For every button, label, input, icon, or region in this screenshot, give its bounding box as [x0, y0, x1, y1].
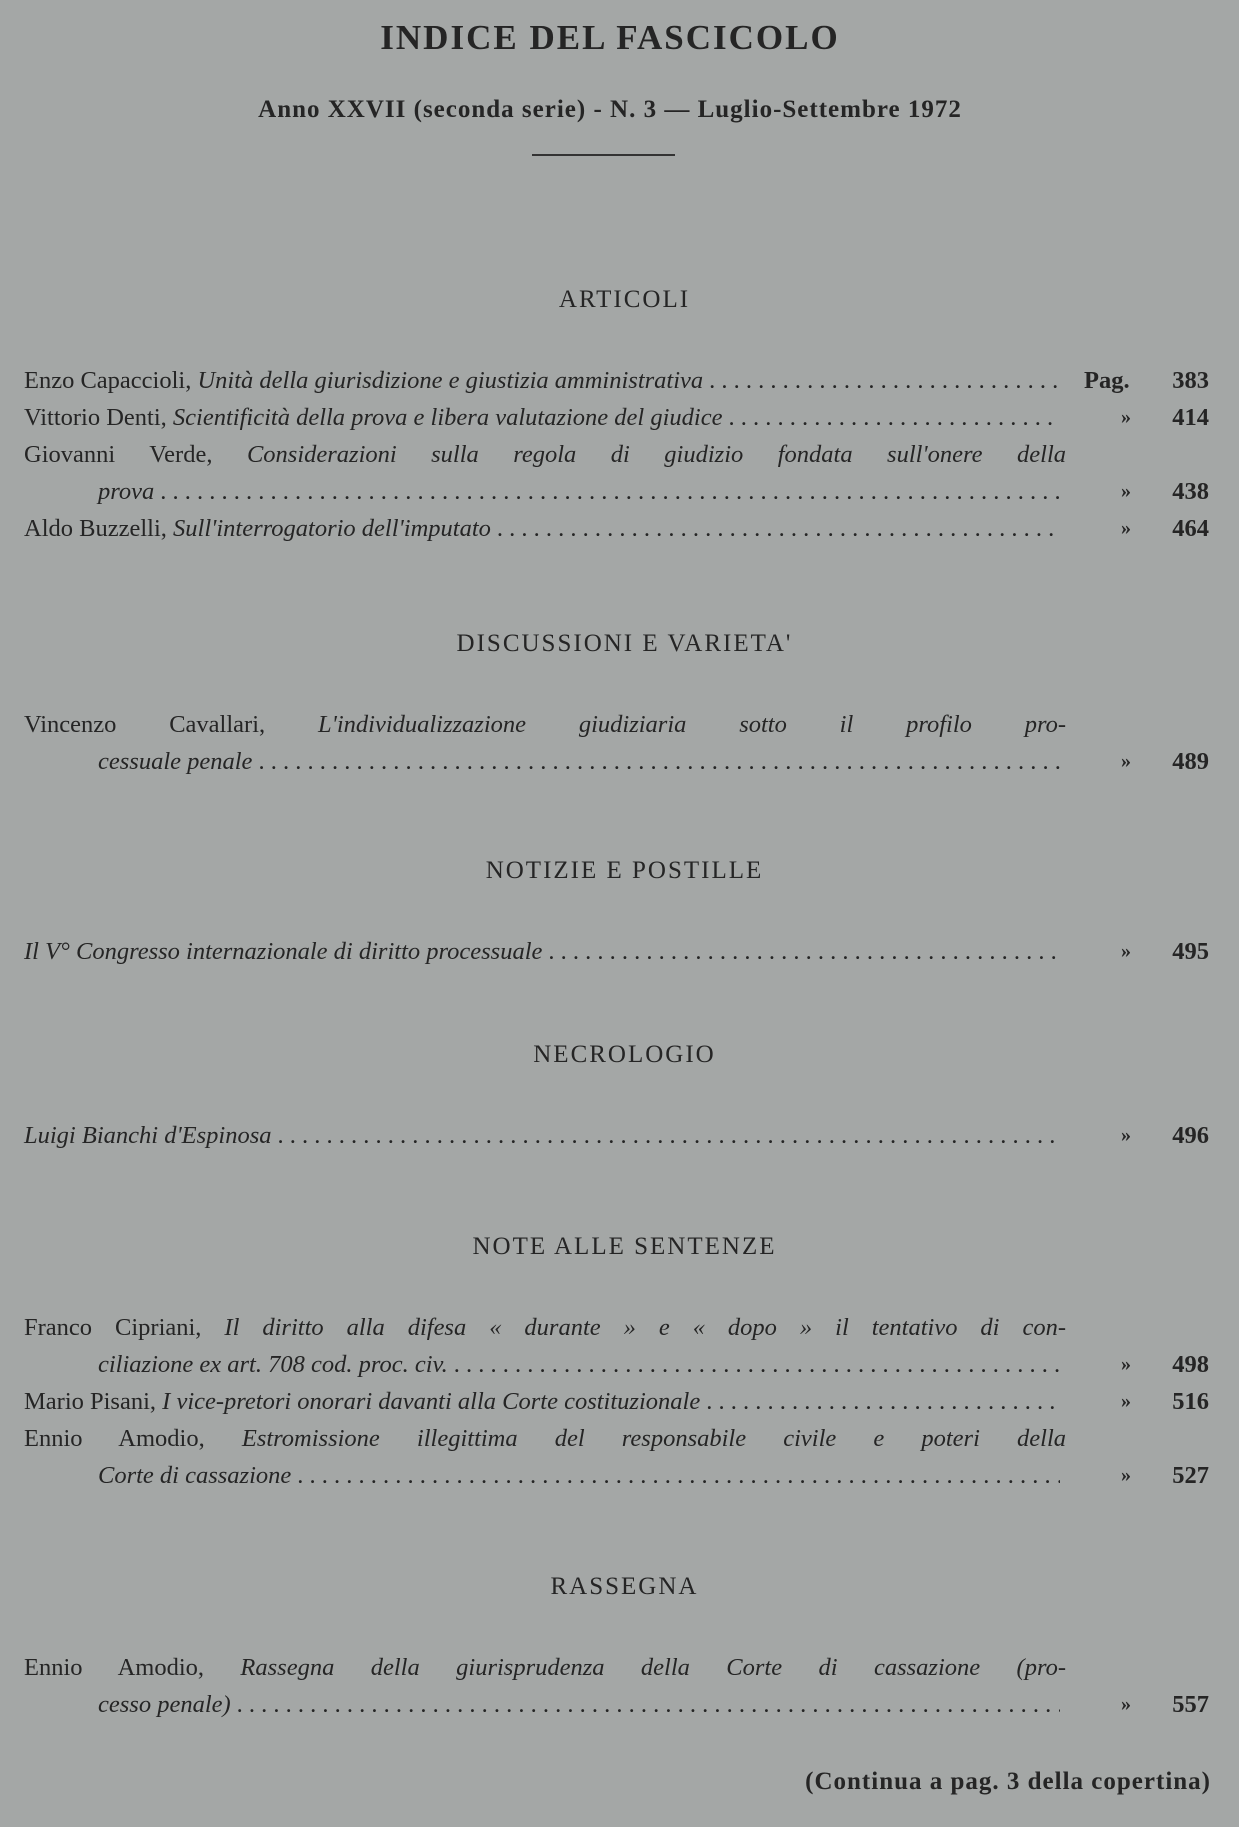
entry-author: Franco Cipriani, — [24, 1314, 202, 1341]
toc-entry[interactable] — [24, 1649, 1209, 1723]
section-heading: NOTE ALLE SENTENZE — [472, 1233, 777, 1260]
page-number: 495 — [1172, 938, 1209, 965]
dot-leader — [548, 933, 1060, 970]
page-marker: » — [1121, 517, 1131, 539]
entry-title: Luigi Bianchi d'Espinosa — [24, 1122, 272, 1149]
continuation-note: (Continua a pag. 3 della copertina) — [805, 1768, 1211, 1795]
page-marker: Pag. — [1084, 367, 1130, 394]
toc-entry[interactable] — [24, 1420, 1209, 1494]
entry-title: Rassegna della giurisprudenza della Corte di cassazione (pro- — [240, 1654, 1066, 1681]
page-marker: » — [1121, 750, 1131, 772]
page-marker: » — [1121, 480, 1131, 502]
entry-title: Il V° Congresso internazionale di diritto processuale — [24, 938, 543, 965]
page-marker: » — [1121, 1124, 1131, 1146]
issue-subtitle: Anno XXVII (seconda serie) - N. 3 — Luglio-Settembre 1972 — [258, 96, 962, 123]
entry-title-continued: Corte di cassazione — [98, 1462, 292, 1489]
section-heading: ARTICOLI — [558, 286, 691, 313]
section-3 — [0, 1041, 1239, 1149]
entry-author: Mario Pisani, — [24, 1388, 157, 1415]
toc-entry[interactable] — [24, 436, 1209, 510]
page-marker: » — [1121, 1464, 1131, 1486]
page-marker: » — [1121, 1693, 1131, 1715]
dot-leader — [297, 1457, 1060, 1494]
dot-leader — [497, 510, 1060, 547]
entry-title: Estromissione illegittima del responsabile civile e poteri della — [241, 1425, 1066, 1452]
toc-entry[interactable] — [24, 399, 1209, 436]
entry-title: L'individualizzazione giudiziaria sotto il profilo pro- — [317, 711, 1067, 738]
entry-title: Unità della giurisdizione e giustizia amministrativa — [197, 367, 704, 394]
entry-author: Aldo Buzzelli, — [24, 515, 167, 542]
toc-entry[interactable] — [24, 1117, 1209, 1154]
page-number: 557 — [1172, 1691, 1209, 1718]
entry-author: Vincenzo Cavallari, — [24, 711, 266, 738]
entry-author: Giovanni Verde, — [24, 441, 213, 468]
dot-leader — [278, 1117, 1060, 1154]
toc-entry[interactable] — [24, 933, 1209, 970]
page-number: 438 — [1172, 478, 1209, 505]
dot-leader — [706, 1383, 1060, 1420]
entry-title: Considerazioni sulla regola di giudizio fondata sull'onere della — [246, 441, 1067, 468]
entry-author: Vittorio Denti, — [24, 404, 167, 431]
entry-author: Ennio Amodio, — [24, 1425, 205, 1452]
entry-title: Scientificità della prova e libera valutazione del giudice — [172, 404, 723, 431]
entry-title: I vice-pretori onorari davanti alla Corte costituzionale — [162, 1388, 701, 1415]
page-number: 464 — [1172, 515, 1209, 542]
section-2 — [0, 857, 1239, 965]
entry-title-continued: cessuale penale — [98, 748, 253, 775]
section-5 — [0, 1573, 1239, 1718]
toc-entry[interactable] — [24, 1309, 1209, 1383]
entry-author: Ennio Amodio, — [24, 1654, 205, 1681]
page-number: 489 — [1172, 748, 1209, 775]
dot-leader — [237, 1686, 1060, 1723]
page-marker: » — [1121, 1390, 1131, 1412]
page-number: 414 — [1172, 404, 1209, 431]
toc-entry[interactable] — [24, 510, 1209, 547]
toc-entry[interactable] — [24, 1383, 1209, 1420]
section-4 — [0, 1233, 1239, 1489]
entry-author: Enzo Capaccioli, — [24, 367, 192, 394]
entry-title-continued: ciliazione ex art. 708 cod. proc. civ. — [98, 1351, 448, 1378]
section-0 — [0, 286, 1239, 542]
page-number: 498 — [1172, 1351, 1209, 1378]
section-heading: NOTIZIE E POSTILLE — [485, 857, 764, 884]
section-heading: NECROLOGIO — [533, 1041, 716, 1068]
section-heading: DISCUSSIONI E VARIETA' — [456, 630, 793, 657]
page-marker: » — [1121, 406, 1131, 428]
toc-entry[interactable] — [24, 706, 1209, 780]
dot-leader — [728, 399, 1060, 436]
dot-leader — [454, 1346, 1060, 1383]
entry-title: Il diritto alla difesa « durante » e « dopo » il tentativo di con- — [224, 1314, 1067, 1341]
entry-title-continued: prova — [98, 478, 155, 505]
page-number: 527 — [1172, 1462, 1209, 1489]
section-1 — [0, 630, 1239, 775]
divider — [532, 154, 675, 156]
page-marker: » — [1121, 1353, 1131, 1375]
dot-leader — [160, 473, 1060, 510]
page-title: INDICE DEL FASCICOLO — [380, 18, 840, 57]
section-heading: RASSEGNA — [550, 1573, 699, 1600]
dot-leader — [709, 362, 1060, 399]
entry-title-continued: cesso penale) — [98, 1691, 231, 1718]
page-number: 516 — [1172, 1388, 1209, 1415]
page-number: 496 — [1172, 1122, 1209, 1149]
dot-leader — [258, 743, 1060, 780]
entry-title: Sull'interrogatorio dell'imputato — [173, 515, 491, 542]
toc-entry[interactable] — [24, 362, 1209, 399]
page-number: 383 — [1172, 367, 1209, 394]
page-marker: » — [1121, 940, 1131, 962]
